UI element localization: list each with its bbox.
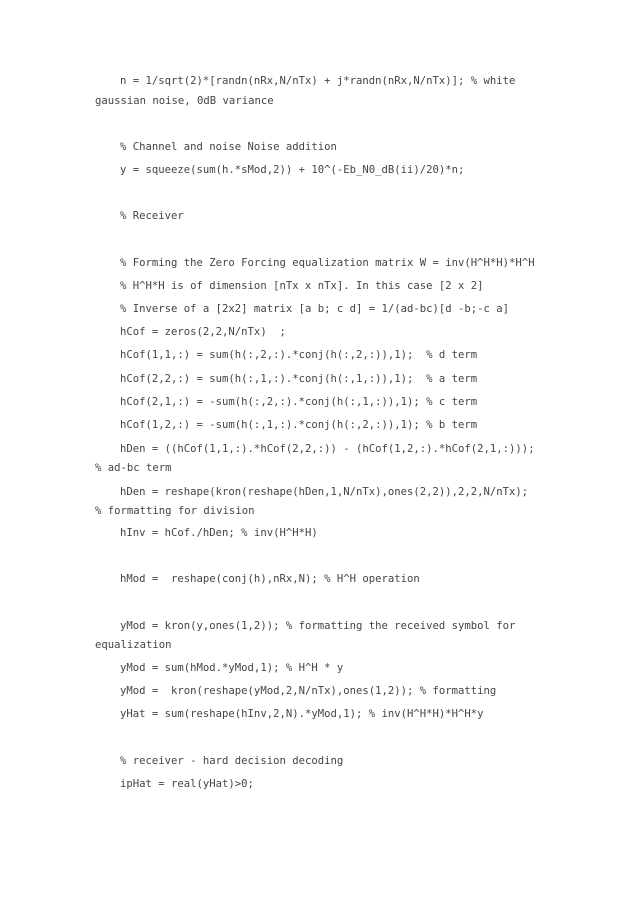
code-line: % receiver - hard decision decoding bbox=[120, 755, 344, 767]
code-line: % ad-bc term bbox=[95, 462, 172, 474]
code-line: hCof(2,2,:) = sum(h(:,1,:).*conj(h(:,1,:)),1); % a term bbox=[120, 373, 478, 385]
code-line: % formatting for division bbox=[95, 505, 255, 517]
code-line: % Forming the Zero Forcing equalization matrix W = inv(H^H*H)*H^H bbox=[120, 257, 535, 269]
code-line: % Channel and noise Noise addition bbox=[120, 141, 337, 153]
code-line: hInv = hCof./hDen; % inv(H^H*H) bbox=[120, 527, 318, 539]
code-line: yMod = kron(y,ones(1,2)); % formatting the received symbol for bbox=[120, 620, 516, 632]
code-line: equalization bbox=[95, 639, 172, 651]
code-line: % H^H*H is of dimension [nTx x nTx]. In this case [2 x 2] bbox=[120, 280, 484, 292]
code-line: % Inverse of a [2x2] matrix [a b; c d] = 1/(ad-bc)[d -b;-c a] bbox=[120, 303, 510, 315]
code-line: hCof(1,2,:) = -sum(h(:,1,:).*conj(h(:,2,:)),1); % b term bbox=[120, 419, 478, 431]
code-line: hCof(2,1,:) = -sum(h(:,2,:).*conj(h(:,1,:)),1); % c term bbox=[120, 396, 478, 408]
code-line: yMod = sum(hMod.*yMod,1); % H^H * y bbox=[120, 662, 344, 674]
code-line: hDen = reshape(kron(reshape(hDen,1,N/nTx),ones(2,2)),2,2,N/nTx); bbox=[120, 486, 529, 498]
code-line: ipHat = real(yHat)>0; bbox=[120, 778, 254, 790]
code-line: hDen = ((hCof(1,1,:).*hCof(2,2,:)) - (hCof(1,2,:).*hCof(2,1,:))); bbox=[120, 443, 535, 455]
code-line: gaussian noise, 0dB variance bbox=[95, 95, 274, 107]
code-line: hMod = reshape(conj(h),nRx,N); % H^H operation bbox=[120, 573, 420, 585]
code-line: n = 1/sqrt(2)*[randn(nRx,N/nTx) + j*randn(nRx,N/nTx)]; % white bbox=[120, 75, 516, 87]
code-line: yHat = sum(reshape(hInv,2,N).*yMod,1); % inv(H^H*H)*H^H*y bbox=[120, 708, 484, 720]
code-line: hCof(1,1,:) = sum(h(:,2,:).*conj(h(:,2,:)),1); % d term bbox=[120, 349, 478, 361]
code-line: yMod = kron(reshape(yMod,2,N/nTx),ones(1,2)); % formatting bbox=[120, 685, 497, 697]
code-line: y = squeeze(sum(h.*sMod,2)) + 10^(-Eb_N0_dB(ii)/20)*n; bbox=[120, 164, 465, 176]
code-line: hCof = zeros(2,2,N/nTx) ; bbox=[120, 326, 286, 338]
code-line: % Receiver bbox=[120, 210, 184, 222]
